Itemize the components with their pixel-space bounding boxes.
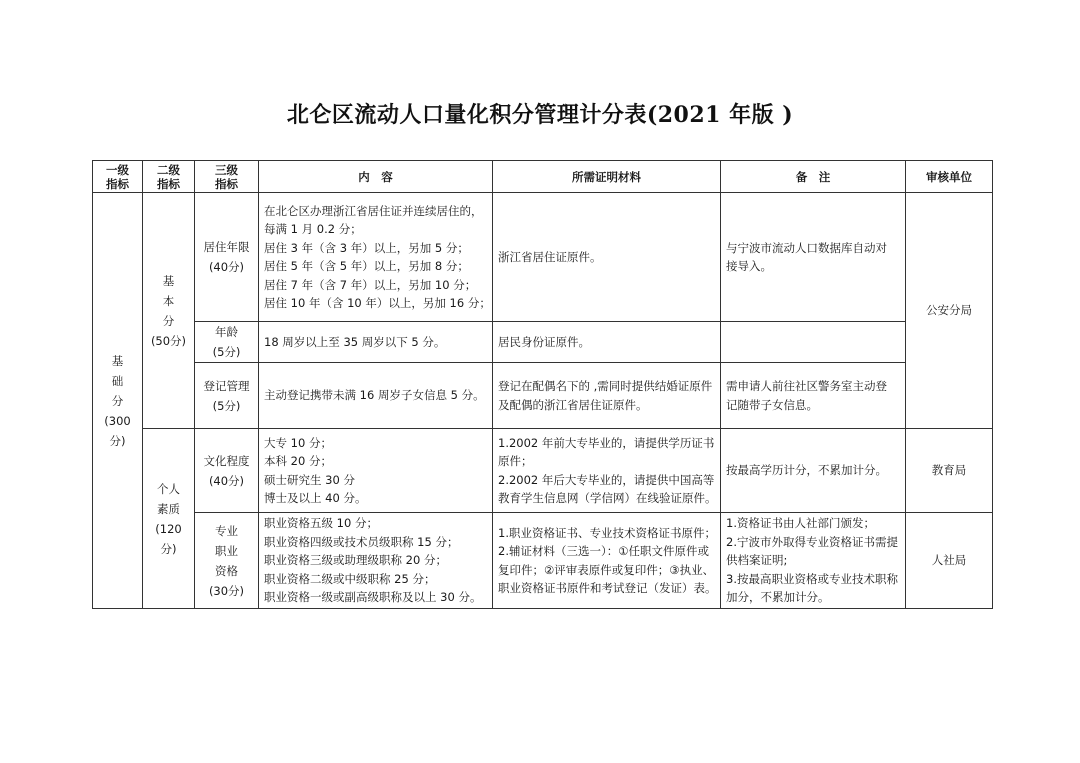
header-remarks: 备 注 — [721, 161, 906, 193]
table-row — [93, 429, 993, 513]
remarks-registration: 需申请人前往社区警务室主动登 记随带子女信息。 — [721, 363, 906, 429]
remarks-education: 按最高学历计分，不累加计分。 — [721, 429, 906, 513]
level3-education: 文化程度 (40分) — [195, 429, 259, 513]
materials-registration: 登记在配偶名下的 ,需同时提供结婚证原件 及配偶的浙江省居住证原件。 — [493, 363, 721, 429]
score-table — [92, 160, 993, 609]
header-materials: 所需证明材料 — [493, 161, 721, 193]
page-title: 北仑区流动人口量化积分管理计分表(2021 年版 ) — [286, 102, 794, 128]
materials-education: 1.2002 年前大专毕业的，请提供学历证书 原件； 2.2002 年后大专毕业的，请提供中国高等 教育学生信息网（学信网）在线验证原件。 — [493, 429, 721, 513]
content-age: 18 周岁以上至 35 周岁以下 5 分。 — [259, 322, 493, 363]
unit-hr: 人社局 — [906, 513, 993, 609]
header-content: 内 容 — [259, 161, 493, 193]
header-level1: 一级 指标 — [93, 161, 143, 193]
unit-police: 公安分局 — [906, 193, 993, 429]
table-row — [93, 322, 993, 363]
header-unit: 审核单位 — [906, 161, 993, 193]
level2-basic: 基 本 分 (50分) — [143, 193, 195, 429]
content-registration: 主动登记携带未满 16 周岁子女信息 5 分。 — [259, 363, 493, 429]
level3-registration: 登记管理 (5分) — [195, 363, 259, 429]
remarks-qualification: 1.资格证书由人社部门颁发； 2.宁波市外取得专业资格证书需提 供档案证明; 3.按最高职业资格或专业技术职称 加分，不累加计分。 — [721, 513, 906, 609]
header-level2: 二级 指标 — [143, 161, 195, 193]
materials-age: 居民身份证原件。 — [493, 322, 721, 363]
materials-qualification: 1.职业资格证书、专业技术资格证书原件； 2.辅证材料（三选一）：①任职文件原件或 复印件；②评审表原件或复印件；③执业、 职业资格证书原件和考试登记（发证）表。 — [493, 513, 721, 609]
content-education: 大专 10 分； 本科 20 分； 硕士研究生 30 分 博士及以上 40 分。 — [259, 429, 493, 513]
header-level3: 三级 指标 — [195, 161, 259, 193]
level2-personal: 个人 素质 (120分) — [143, 429, 195, 609]
remarks-age — [721, 322, 906, 363]
level3-qualification: 专业 职业 资格 (30分) — [195, 513, 259, 609]
unit-education: 教育局 — [906, 429, 993, 513]
level1-basic-points: 基 础 分 (300分) — [93, 193, 143, 609]
materials-residence: 浙江省居住证原件。 — [493, 193, 721, 322]
level3-age: 年龄 (5分) — [195, 322, 259, 363]
content-residence: 在北仑区办理浙江省居住证并连续居住的， 每满 1 月 0.2 分； 居住 3 年（含 3 年）以上，另加 5 分； 居住 5 年（含 5 年）以上，另加 8 分； 居住 7 年（含 7 年）以上，另加 10 分； 居住 10 年（含 10 年）以上，另加 16 分； — [259, 193, 493, 322]
level3-residence: 居住年限 (40分) — [195, 193, 259, 322]
table-row — [93, 513, 993, 609]
remarks-residence: 与宁波市流动人口数据库自动对 接导入。 — [721, 193, 906, 322]
header-row — [93, 161, 993, 193]
content-qualification: 职业资格五级 10 分； 职业资格四级或技术员级职称 15 分； 职业资格三级或助理级职称 20 分； 职业资格二级或中级职称 25 分； 职业资格一级或副高级职称及以上 30 分。 — [259, 513, 493, 609]
table-row — [93, 363, 993, 429]
table-row — [93, 193, 993, 322]
